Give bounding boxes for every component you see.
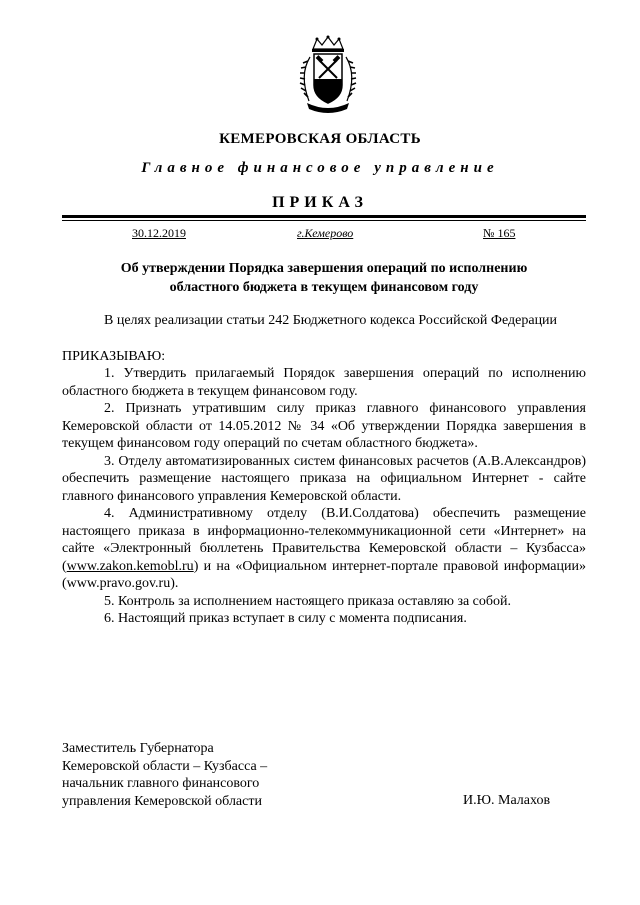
order-city: г.Кемерово xyxy=(297,226,354,240)
order-title-line: Об утверждении Порядка завершения операций по исполнению xyxy=(120,261,528,276)
signatory-name: И.Ю. Малахов xyxy=(463,793,551,808)
order-title-line: областного бюджета в текущем финансовом году xyxy=(169,280,479,295)
order-body xyxy=(62,312,586,628)
document-type: ПРИКАЗ xyxy=(272,194,368,211)
signatory-title-line: Заместитель Губернатора xyxy=(62,741,214,756)
order-title xyxy=(62,259,586,297)
region-name: КЕМЕРОВСКАЯ ОБЛАСТЬ xyxy=(219,131,421,147)
coat-of-arms-emblem xyxy=(293,35,363,117)
order-item-6: 6. Настоящий приказ вступает в силу с момента подписания. xyxy=(104,611,467,626)
order-number: № 165 xyxy=(483,226,516,240)
order-item-4-text: ) и на «Официальном интернет-портале правовой информации» (www.pravo.gov.ru). xyxy=(62,558,586,591)
preamble: В целях реализации статьи 242 Бюджетного кодекса Российской Федерации xyxy=(104,313,558,328)
department-name: Главное финансовое управление xyxy=(141,160,499,176)
order-item-2: 2. Признать утратившим силу приказ главного финансового управления Кемеровской области от 14.05.2012 № 34 «Об утверждении Порядка завершения в текущем финансовом году операций по счетам областного бюджета». xyxy=(62,401,586,451)
zakon-link[interactable]: www.zakon.kemobl.ru xyxy=(66,558,194,574)
order-item-4 xyxy=(62,505,586,593)
header-rule-thin xyxy=(62,220,586,221)
order-word: ПРИКАЗЫВАЮ: xyxy=(62,348,166,364)
header-rule-thick xyxy=(62,215,586,218)
order-date: 30.12.2019 xyxy=(132,226,186,240)
order-item-4-text: 4. Административному отделу (В.И.Солдатова) обеспечить размещение настоящего приказа в информационно-телекоммуникационной сети «Интернет» на сайте «Электронный бюллетень Правительства Кемеровской области – Кузбасса» ( xyxy=(62,506,586,574)
signatory-title-line: управления Кемеровской области xyxy=(62,793,262,809)
order-item-1: 1. Утвердить прилагаемый Порядок завершения операций по исполнению областного бюджета в текущем финансовом году. xyxy=(62,366,586,399)
signatory-title-line: начальник главного финансового xyxy=(62,776,260,792)
signatory-title-line: Кемеровской области – Кузбасса – xyxy=(62,758,268,774)
order-item-5: 5. Контроль за исполнением настоящего приказа оставляю за собой. xyxy=(104,593,512,609)
order-item-3: 3. Отделу автоматизированных систем финансовых расчетов (А.В.Александров) обеспечить размещение настоящего приказа на официальном Интернет - сайте главного финансового управления Кемеровской области. xyxy=(62,453,586,504)
